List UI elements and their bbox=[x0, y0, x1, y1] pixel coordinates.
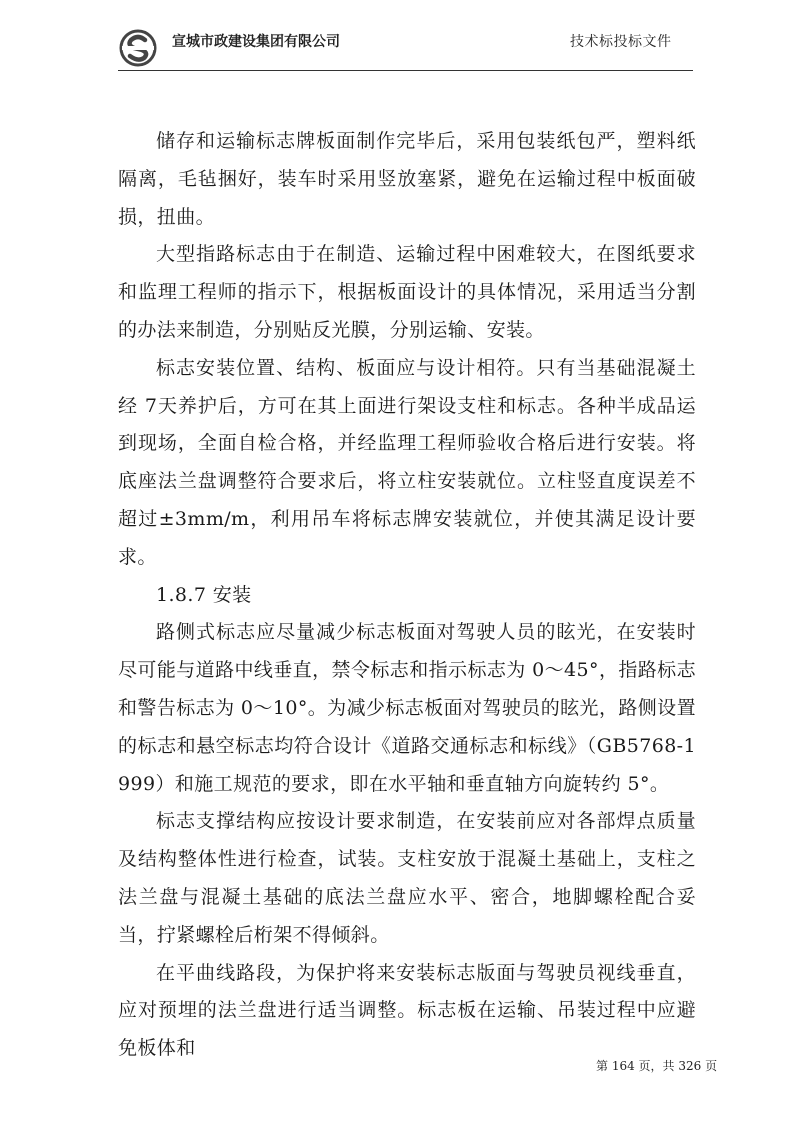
paragraph: 标志支撑结构应按设计要求制造，在安装前应对各部焊点质量及结构整体性进行检查，试装。支柱安放于混凝土基础上，支柱之法兰盘与混凝土基础的底法兰盘应水平、密合，地脚螺栓配合妥当，拧紧螺栓后桁架不得倾斜。 bbox=[118, 810, 696, 946]
document-body bbox=[118, 123, 696, 1068]
document-type: 技术标投标文件 bbox=[570, 34, 672, 50]
paragraph: 储存和运输标志牌板面制作完毕后，采用包装纸包严，塑料纸隔离，毛毡捆好，装车时采用竖放塞紧，避免在运输过程中板面破损，扭曲。 bbox=[118, 130, 696, 228]
section-heading: 1.8.7 安装 bbox=[156, 583, 252, 606]
paragraph: 在平曲线路段，为保护将来安装标志版面与驾驶员视线垂直，应对预埋的法兰盘进行适当调整。标志板在运输、吊装过程中应避免板体和 bbox=[118, 961, 696, 1060]
paragraph: 路侧式标志应尽量减少标志板面对驾驶人员的眩光，在安装时尽可能与道路中线垂直，禁令标志和指示标志为 0～45°，指路标志和警告标志为 0～10°。为减少标志板面对驾驶员的眩光，路侧设置的标志和悬空标志均符合设计《道路交通标志和标线》（GB5768-1999）和施工规范的要求，即在水平轴和垂直轴方向旋转约 5°。 bbox=[118, 621, 696, 795]
company-logo bbox=[118, 28, 158, 68]
page-number: 第 164 页，共 326 页 bbox=[596, 1059, 718, 1073]
paragraph: 大型指路标志由于在制造、运输过程中困难较大，在图纸要求和监理工程师的指示下，根据板面设计的具体情况，采用适当分割的办法来制造，分别贴反光膜，分别运输、安装。 bbox=[118, 243, 696, 341]
company-name: 宣城市政建设集团有限公司 bbox=[172, 34, 340, 50]
header-divider bbox=[118, 70, 693, 71]
paragraph: 标志安装位置、结构、板面应与设计相符。只有当基础混凝土经 7天养护后，方可在其上面进行架设支柱和标志。各种半成品运到现场，全面自检合格，并经监理工程师验收合格后进行安装。将底座法兰盘调整符合要求后，将立柱安装就位。立柱竖直度误差不超过±3mm/m，利用吊车将标志牌安装就位，并使其满足设计要求。 bbox=[118, 356, 696, 568]
page-header bbox=[0, 0, 793, 80]
